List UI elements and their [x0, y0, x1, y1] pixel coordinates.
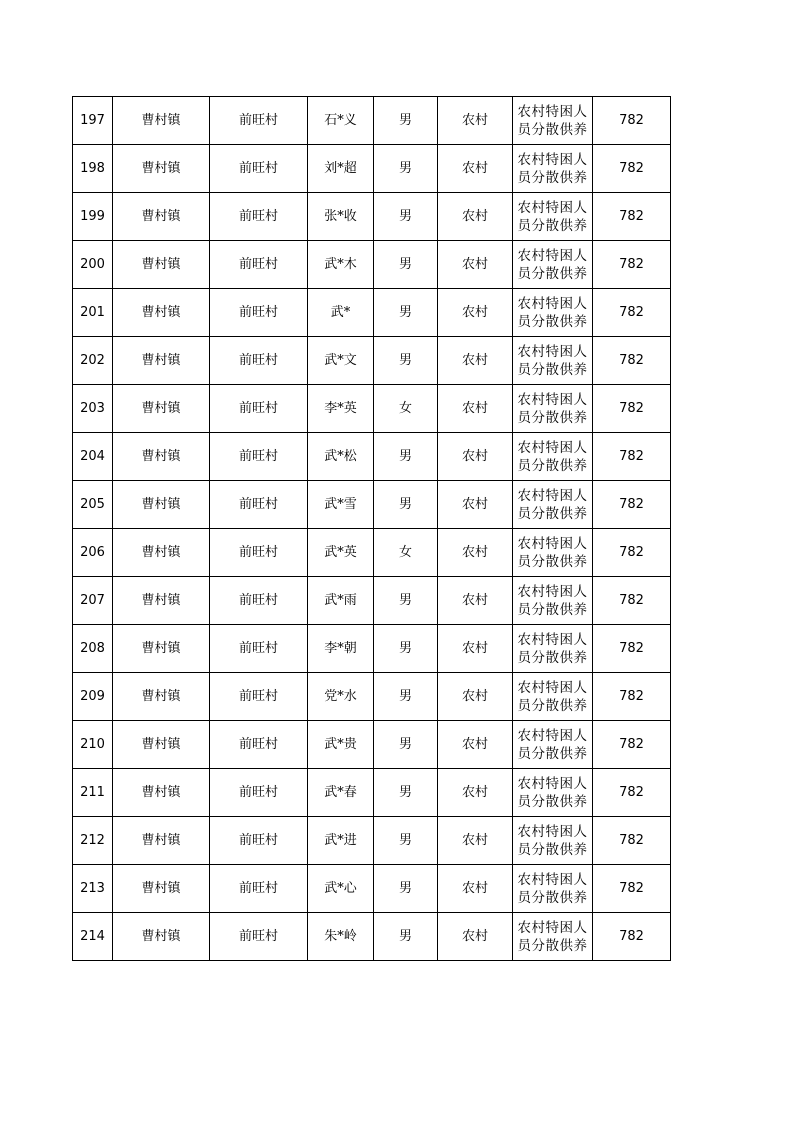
- category-text: 农村特困人员分散供养: [517, 727, 588, 762]
- residence-type-cell: 农村: [438, 97, 513, 145]
- village-cell: 前旺村: [210, 913, 308, 961]
- name-cell: 武*雨: [308, 577, 374, 625]
- village-cell: 前旺村: [210, 529, 308, 577]
- category-cell: [513, 145, 593, 193]
- residence-type-cell: 农村: [438, 433, 513, 481]
- town-cell: 曹村镇: [113, 289, 210, 337]
- village-cell: 前旺村: [210, 241, 308, 289]
- category-cell: [513, 529, 593, 577]
- name-cell: 李*英: [308, 385, 374, 433]
- amount-cell: 782: [593, 481, 671, 529]
- town-cell: 曹村镇: [113, 865, 210, 913]
- name-cell: 武*文: [308, 337, 374, 385]
- name-cell: 张*收: [308, 193, 374, 241]
- category-cell: [513, 385, 593, 433]
- amount-cell: 782: [593, 721, 671, 769]
- category-text: 农村特困人员分散供养: [517, 487, 588, 522]
- category-cell: [513, 769, 593, 817]
- table-row: [73, 145, 671, 193]
- category-cell: [513, 97, 593, 145]
- row-number-cell: 205: [73, 481, 113, 529]
- category-text: 农村特困人员分散供养: [517, 535, 588, 570]
- village-cell: 前旺村: [210, 433, 308, 481]
- category-cell: [513, 913, 593, 961]
- name-cell: 武*松: [308, 433, 374, 481]
- gender-cell: 男: [374, 577, 438, 625]
- amount-cell: 782: [593, 769, 671, 817]
- category-text: 农村特困人员分散供养: [517, 103, 588, 138]
- name-cell: 武*: [308, 289, 374, 337]
- name-cell: 党*水: [308, 673, 374, 721]
- category-text: 农村特困人员分散供养: [517, 343, 588, 378]
- row-number-cell: 202: [73, 337, 113, 385]
- row-number-cell: 209: [73, 673, 113, 721]
- category-text: 农村特困人员分散供养: [517, 823, 588, 858]
- category-cell: [513, 193, 593, 241]
- gender-cell: 男: [374, 721, 438, 769]
- amount-cell: 782: [593, 433, 671, 481]
- village-cell: 前旺村: [210, 337, 308, 385]
- category-cell: [513, 865, 593, 913]
- category-text: 农村特困人员分散供养: [517, 679, 588, 714]
- residence-type-cell: 农村: [438, 337, 513, 385]
- residence-type-cell: 农村: [438, 577, 513, 625]
- gender-cell: 男: [374, 289, 438, 337]
- town-cell: 曹村镇: [113, 625, 210, 673]
- name-cell: 朱*岭: [308, 913, 374, 961]
- amount-cell: 782: [593, 817, 671, 865]
- category-cell: [513, 289, 593, 337]
- table-row: [73, 193, 671, 241]
- category-cell: [513, 433, 593, 481]
- village-cell: 前旺村: [210, 385, 308, 433]
- category-text: 农村特困人员分散供养: [517, 919, 588, 954]
- gender-cell: 女: [374, 385, 438, 433]
- town-cell: 曹村镇: [113, 193, 210, 241]
- gender-cell: 男: [374, 481, 438, 529]
- table-row: [73, 433, 671, 481]
- amount-cell: 782: [593, 145, 671, 193]
- gender-cell: 男: [374, 913, 438, 961]
- town-cell: 曹村镇: [113, 913, 210, 961]
- gender-cell: 男: [374, 865, 438, 913]
- town-cell: 曹村镇: [113, 481, 210, 529]
- category-cell: [513, 241, 593, 289]
- row-number-cell: 197: [73, 97, 113, 145]
- category-text: 农村特困人员分散供养: [517, 631, 588, 666]
- town-cell: 曹村镇: [113, 769, 210, 817]
- amount-cell: 782: [593, 577, 671, 625]
- residence-type-cell: 农村: [438, 625, 513, 673]
- row-number-cell: 203: [73, 385, 113, 433]
- name-cell: 石*义: [308, 97, 374, 145]
- row-number-cell: 210: [73, 721, 113, 769]
- category-cell: [513, 577, 593, 625]
- town-cell: 曹村镇: [113, 97, 210, 145]
- town-cell: 曹村镇: [113, 577, 210, 625]
- residence-type-cell: 农村: [438, 865, 513, 913]
- residence-type-cell: 农村: [438, 769, 513, 817]
- beneficiary-table: [72, 96, 671, 961]
- table-row: [73, 577, 671, 625]
- name-cell: 武*春: [308, 769, 374, 817]
- category-text: 农村特困人员分散供养: [517, 151, 588, 186]
- amount-cell: 782: [593, 289, 671, 337]
- village-cell: 前旺村: [210, 769, 308, 817]
- table-row: [73, 97, 671, 145]
- amount-cell: 782: [593, 913, 671, 961]
- amount-cell: 782: [593, 673, 671, 721]
- residence-type-cell: 农村: [438, 673, 513, 721]
- table-row: [73, 289, 671, 337]
- name-cell: 武*心: [308, 865, 374, 913]
- village-cell: 前旺村: [210, 625, 308, 673]
- gender-cell: 男: [374, 673, 438, 721]
- town-cell: 曹村镇: [113, 385, 210, 433]
- category-text: 农村特困人员分散供养: [517, 247, 588, 282]
- name-cell: 武*木: [308, 241, 374, 289]
- gender-cell: 男: [374, 193, 438, 241]
- village-cell: 前旺村: [210, 193, 308, 241]
- residence-type-cell: 农村: [438, 817, 513, 865]
- table-row: [73, 337, 671, 385]
- name-cell: 李*朝: [308, 625, 374, 673]
- category-cell: [513, 337, 593, 385]
- residence-type-cell: 农村: [438, 721, 513, 769]
- table-row: [73, 529, 671, 577]
- row-number-cell: 201: [73, 289, 113, 337]
- name-cell: 武*进: [308, 817, 374, 865]
- row-number-cell: 207: [73, 577, 113, 625]
- table-row: [73, 721, 671, 769]
- town-cell: 曹村镇: [113, 673, 210, 721]
- gender-cell: 女: [374, 529, 438, 577]
- table-row: [73, 865, 671, 913]
- table-row: [73, 241, 671, 289]
- gender-cell: 男: [374, 145, 438, 193]
- residence-type-cell: 农村: [438, 385, 513, 433]
- town-cell: 曹村镇: [113, 241, 210, 289]
- residence-type-cell: 农村: [438, 481, 513, 529]
- row-number-cell: 204: [73, 433, 113, 481]
- table-row: [73, 385, 671, 433]
- amount-cell: 782: [593, 337, 671, 385]
- table-row: [73, 817, 671, 865]
- category-text: 农村特困人员分散供养: [517, 439, 588, 474]
- amount-cell: 782: [593, 529, 671, 577]
- table-row: [73, 913, 671, 961]
- village-cell: 前旺村: [210, 721, 308, 769]
- category-text: 农村特困人员分散供养: [517, 871, 588, 906]
- category-text: 农村特困人员分散供养: [517, 775, 588, 810]
- table-body: [73, 97, 671, 961]
- table-row: [73, 673, 671, 721]
- table-row: [73, 769, 671, 817]
- category-cell: [513, 625, 593, 673]
- village-cell: 前旺村: [210, 481, 308, 529]
- category-text: 农村特困人员分散供养: [517, 295, 588, 330]
- category-cell: [513, 673, 593, 721]
- category-cell: [513, 481, 593, 529]
- row-number-cell: 206: [73, 529, 113, 577]
- town-cell: 曹村镇: [113, 337, 210, 385]
- category-cell: [513, 721, 593, 769]
- village-cell: 前旺村: [210, 145, 308, 193]
- amount-cell: 782: [593, 385, 671, 433]
- category-text: 农村特困人员分散供养: [517, 199, 588, 234]
- table-row: [73, 625, 671, 673]
- town-cell: 曹村镇: [113, 721, 210, 769]
- gender-cell: 男: [374, 241, 438, 289]
- name-cell: 武*雪: [308, 481, 374, 529]
- amount-cell: 782: [593, 865, 671, 913]
- category-text: 农村特困人员分散供养: [517, 583, 588, 618]
- name-cell: 武*贵: [308, 721, 374, 769]
- row-number-cell: 214: [73, 913, 113, 961]
- village-cell: 前旺村: [210, 97, 308, 145]
- residence-type-cell: 农村: [438, 145, 513, 193]
- gender-cell: 男: [374, 625, 438, 673]
- village-cell: 前旺村: [210, 817, 308, 865]
- gender-cell: 男: [374, 817, 438, 865]
- residence-type-cell: 农村: [438, 193, 513, 241]
- gender-cell: 男: [374, 97, 438, 145]
- gender-cell: 男: [374, 337, 438, 385]
- row-number-cell: 199: [73, 193, 113, 241]
- town-cell: 曹村镇: [113, 433, 210, 481]
- village-cell: 前旺村: [210, 289, 308, 337]
- row-number-cell: 213: [73, 865, 113, 913]
- table-row: [73, 481, 671, 529]
- residence-type-cell: 农村: [438, 289, 513, 337]
- row-number-cell: 212: [73, 817, 113, 865]
- row-number-cell: 198: [73, 145, 113, 193]
- residence-type-cell: 农村: [438, 241, 513, 289]
- gender-cell: 男: [374, 769, 438, 817]
- amount-cell: 782: [593, 97, 671, 145]
- village-cell: 前旺村: [210, 865, 308, 913]
- village-cell: 前旺村: [210, 673, 308, 721]
- row-number-cell: 211: [73, 769, 113, 817]
- name-cell: 刘*超: [308, 145, 374, 193]
- town-cell: 曹村镇: [113, 529, 210, 577]
- category-cell: [513, 817, 593, 865]
- amount-cell: 782: [593, 625, 671, 673]
- residence-type-cell: 农村: [438, 529, 513, 577]
- town-cell: 曹村镇: [113, 145, 210, 193]
- category-text: 农村特困人员分散供养: [517, 391, 588, 426]
- amount-cell: 782: [593, 241, 671, 289]
- town-cell: 曹村镇: [113, 817, 210, 865]
- row-number-cell: 200: [73, 241, 113, 289]
- name-cell: 武*英: [308, 529, 374, 577]
- village-cell: 前旺村: [210, 577, 308, 625]
- gender-cell: 男: [374, 433, 438, 481]
- amount-cell: 782: [593, 193, 671, 241]
- row-number-cell: 208: [73, 625, 113, 673]
- residence-type-cell: 农村: [438, 913, 513, 961]
